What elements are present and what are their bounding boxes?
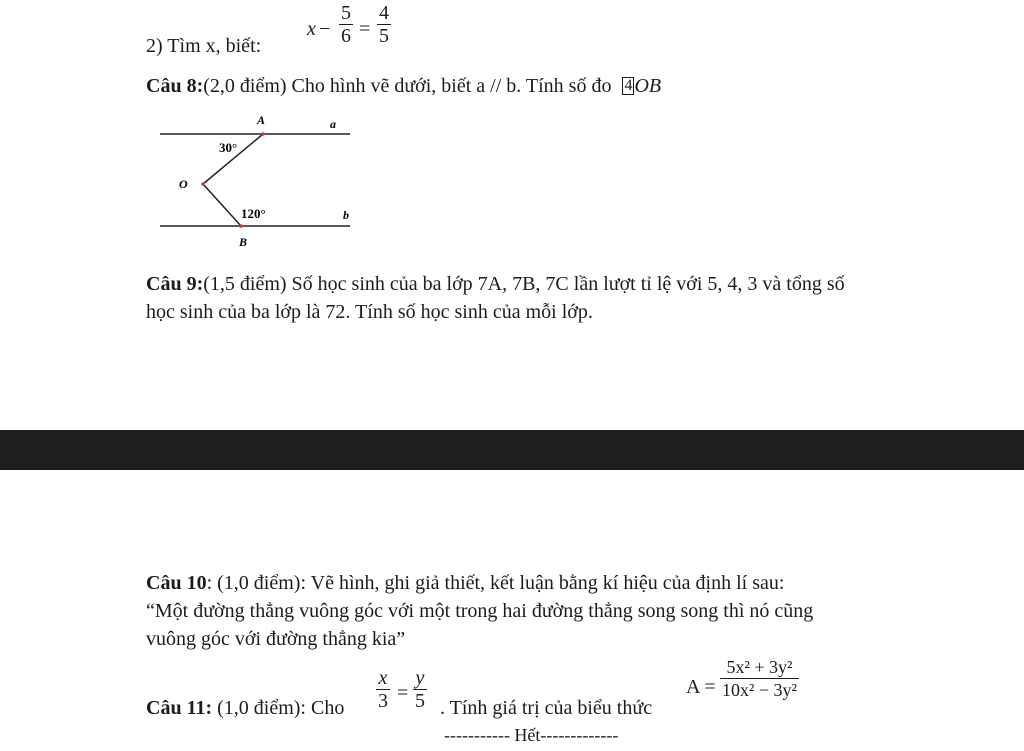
angle-symbol: 4 xyxy=(624,77,633,94)
equals-sign: = xyxy=(397,682,409,704)
fraction-5-6 xyxy=(339,2,353,47)
denominator: 6 xyxy=(341,25,351,47)
q11-text: (1,0 điểm): Cho xyxy=(212,697,345,719)
q10-line1 xyxy=(146,571,784,595)
fraction-x-3 xyxy=(376,667,390,712)
equals-sign: = xyxy=(359,18,371,40)
end-marker: ----------- Hết------------- xyxy=(444,725,619,745)
point-B-dot xyxy=(239,224,243,228)
q2-label: 2) Tìm x, biết: xyxy=(146,35,262,57)
q10-line3: vuông góc với đường thẳng kia” xyxy=(146,628,406,650)
label-angle-30: 30° xyxy=(219,140,238,155)
numerator: y xyxy=(415,667,425,689)
q8-text: (2,0 điểm) Cho hình vẽ dưới, biết a // b. Tính số đo xyxy=(203,75,612,97)
numerator: 4 xyxy=(379,2,389,24)
expression-denominator: 10x² − 3y² xyxy=(722,680,797,700)
q8-heading: Câu 8: xyxy=(146,75,204,97)
numerator: 5 xyxy=(341,2,351,24)
minus-sign: − xyxy=(319,18,331,40)
label-b: b xyxy=(343,208,349,222)
segment-OB xyxy=(203,184,241,226)
expression-numerator: 5x² + 3y² xyxy=(726,657,793,677)
numerator: x xyxy=(378,667,388,689)
point-A-dot xyxy=(261,132,265,136)
expression-lhs: A = xyxy=(686,676,716,698)
q8-prompt xyxy=(146,74,661,98)
q9-text: (1,5 điểm) Số học sinh của ba lớp 7A, 7B, 7C lần lượt tỉ lệ với 5, 4, 3 và tổng số xyxy=(203,273,845,295)
q11-heading: Câu 11: xyxy=(146,697,213,719)
geometry-figure xyxy=(155,108,355,253)
label-angle-120: 120° xyxy=(241,206,266,221)
label-a: a xyxy=(330,117,336,131)
q10-text: : (1,0 điểm): Vẽ hình, ghi giả thiết, kết luận bằng kí hiệu của định lí sau: xyxy=(206,572,785,594)
point-O-dot xyxy=(201,182,205,186)
fraction-4-5 xyxy=(377,2,391,47)
q9-heading: Câu 9: xyxy=(146,273,204,295)
q10-line2: “Một đường thẳng vuông góc với một trong hai đường thẳng song song thì nó cũng xyxy=(146,600,814,622)
q10-heading: Câu 10 xyxy=(146,572,207,594)
expression-fraction xyxy=(720,656,799,701)
label-O: O xyxy=(179,177,188,191)
page-separator-band xyxy=(0,430,1024,470)
denominator: 5 xyxy=(415,690,425,712)
q9-line2: học sinh của ba lớp là 72. Tính số học sinh của mỗi lớp. xyxy=(146,301,593,323)
var-x: x xyxy=(307,18,316,40)
label-B: B xyxy=(239,235,248,249)
denominator: 5 xyxy=(379,25,389,47)
q11-expression-text: . Tính giá trị của biểu thức xyxy=(440,697,653,719)
label-A: A xyxy=(257,113,266,127)
fraction-y-5 xyxy=(413,667,427,712)
angle-name: OB xyxy=(634,75,662,97)
denominator: 3 xyxy=(378,690,388,712)
q11-prefix xyxy=(146,696,344,720)
q9-line1 xyxy=(146,272,845,296)
